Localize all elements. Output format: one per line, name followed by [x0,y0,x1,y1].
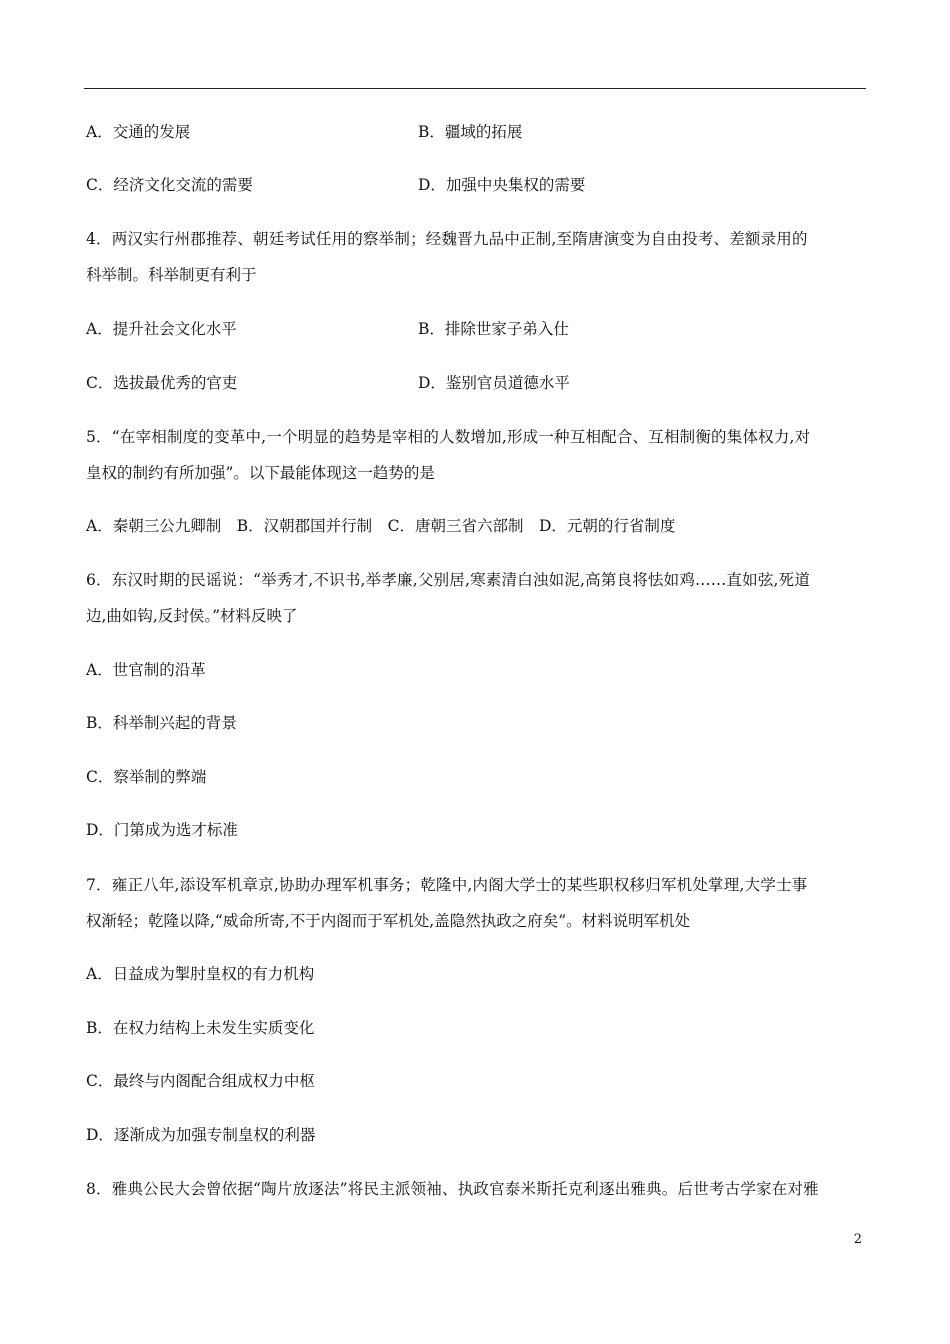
q4-stem-line2: 科举制。科举制更有利于 [86,266,257,284]
q7-option-c: C．最终与内阁配合组成权力中枢 [86,1072,315,1090]
q6-option-a: A．世官制的沿革 [86,661,206,679]
q6-option-c: C．察举制的弊端 [86,768,207,786]
q4-option-a: A．提升社会文化水平 [86,320,237,338]
q7-option-a: A．日益成为掣肘皇权的有力机构 [86,965,315,983]
q4-option-c: C．选拔最优秀的官吏 [86,374,238,392]
q5-options: A．秦朝三公九卿制 B．汉朝郡国并行制 C．唐朝三省六部制 D．元朝的行省制度 [86,517,676,535]
header-rule [84,88,866,89]
q4-option-b: B．排除世家子弟入仕 [418,320,569,338]
q7-option-b: B．在权力结构上未发生实质变化 [86,1019,315,1037]
q4-option-d: D．鉴别官员道德水平 [418,374,570,392]
q5-stem-line2: 皇权的制约有所加强”。以下最能体现这一趋势的是 [86,464,435,482]
q5-stem-line1: 5．“在宰相制度的变革中,一个明显的趋势是宰相的人数增加,形成一种互相配合、互相制衡的集体权力,对 [86,428,811,446]
q6-stem-line2: 边,曲如钩,反封侯。”材料反映了 [86,607,298,625]
q3-option-a: A．交通的发展 [86,123,191,141]
q7-stem-line2: 权渐轻；乾隆以降,“威命所寄,不于内阁而于军机处,盖隐然执政之府矣”。材料说明军机处 [86,912,691,930]
page-number: 2 [853,1232,862,1247]
q8-stem-line1: 8．雅典公民大会曾依据“陶片放逐法”将民主派领袖、执政官泰米斯托克利逐出雅典。后世考古学家在对雅 [86,1180,819,1198]
q3-option-d: D．加强中央集权的需要 [418,176,586,194]
q7-option-d: D．逐渐成为加强专制皇权的利器 [86,1126,316,1144]
q3-option-c: C．经济文化交流的需要 [86,176,253,194]
q4-stem-line1: 4．两汉实行州郡推荐、朝廷考试任用的察举制；经魏晋九品中正制,至隋唐演变为自由投考、差额录用的 [86,230,808,248]
q3-option-b: B．疆域的拓展 [418,123,523,141]
q7-stem-line1: 7．雍正八年,添设军机章京,协助办理军机事务；乾隆中,内阁大学士的某些职权移归军机处掌理,大学士事 [86,876,808,894]
q6-option-d: D．门第成为选才标准 [86,821,238,839]
q6-option-b: B．科举制兴起的背景 [86,714,237,732]
q6-stem-line1: 6．东汉时期的民谣说：“举秀才,不识书,举孝廉,父别居,寒素清白浊如泥,高第良将怯如鸡……直如弦,死道 [86,571,811,589]
